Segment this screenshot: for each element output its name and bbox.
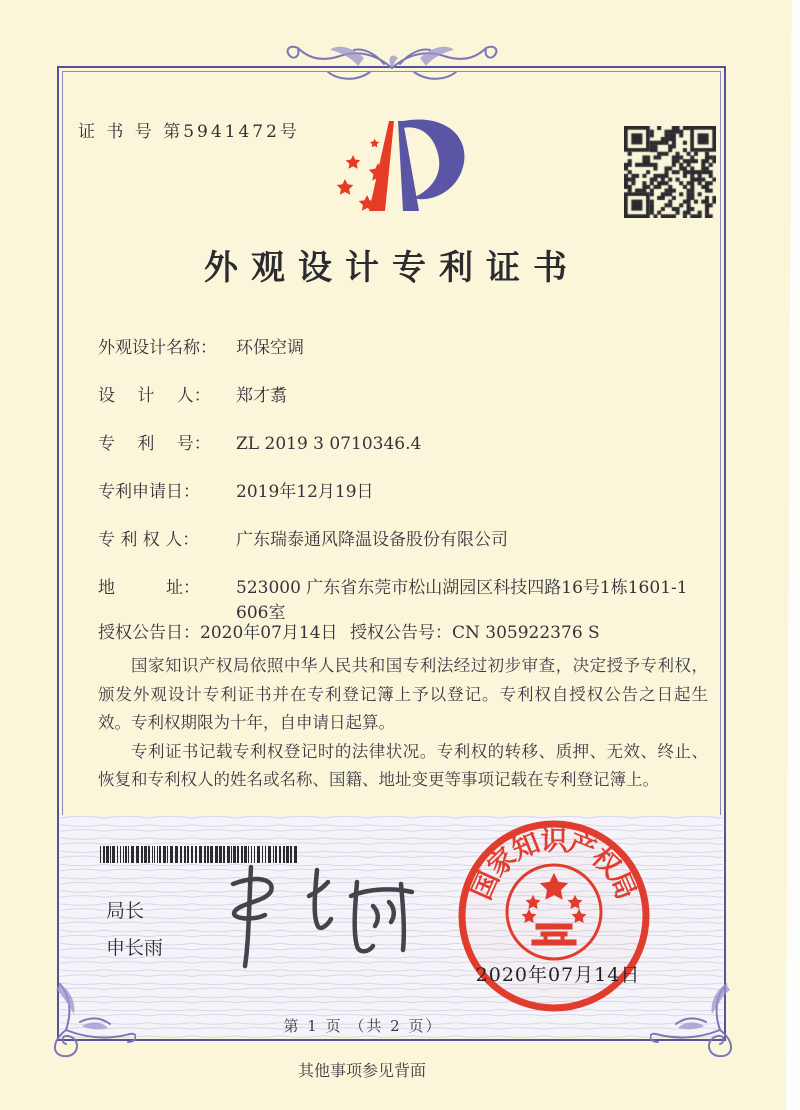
field-label: 专 利 权 人： (98, 530, 200, 550)
field-value: ZL 2019 3 0710346.4 (236, 434, 422, 454)
grant-row (98, 621, 718, 646)
field-label: 外观设计名称： (98, 338, 217, 358)
grant-number: CN 305922376 S (452, 623, 600, 643)
field-value: 环保空调 (236, 338, 304, 358)
svg-text:识: 识 (540, 826, 568, 857)
grant-date: 2020年07月14日 (200, 623, 338, 643)
grant-date-label: 授权公告日： (98, 623, 200, 643)
certificate-number: 证 书 号 第5941472号 (78, 122, 300, 142)
svg-text:权: 权 (585, 841, 627, 883)
field-label: 地 址： (98, 578, 200, 598)
field-value: 广东瑞泰通风降温设备股份有限公司 (236, 530, 508, 550)
svg-text:知: 知 (507, 827, 545, 867)
field-list (98, 336, 704, 649)
commissioner-block (106, 893, 163, 967)
field-row-patentee (98, 528, 704, 553)
svg-text:产: 产 (563, 827, 601, 867)
svg-text:局: 局 (602, 867, 642, 905)
field-row-filing-date (98, 480, 704, 505)
field-label: 专 利 号： (98, 434, 211, 454)
qr-code-icon (624, 126, 716, 218)
signature-icon (205, 862, 425, 972)
svg-text:国: 国 (466, 867, 506, 905)
official-seal-icon (448, 812, 660, 1024)
field-row-patent-number (98, 432, 704, 457)
field-row-designer (98, 384, 704, 409)
field-value: 2019年12月19日 (236, 482, 374, 502)
legal-paragraph-2: 专利证书记载专利权登记时的法律状况。专利权的转移、质押、无效、终止、恢复和专利权人的姓名或名称、国籍、地址变更等事项记载在专利登记簿上。 (98, 741, 708, 790)
field-row-design-name (98, 336, 704, 361)
barcode-icon (100, 846, 298, 863)
field-value: 523000 广东省东莞市松山湖园区科技四路16号1栋1601-1 606室 (236, 578, 688, 623)
field-row-address (98, 576, 704, 626)
seal-date: 2020年07月14日 (475, 964, 641, 986)
svg-text:家: 家 (481, 841, 523, 883)
top-flourish-icon (280, 40, 504, 96)
certificate-title: 外观设计专利证书 (204, 248, 580, 288)
field-label: 专利申请日： (98, 482, 200, 502)
legal-text (98, 652, 708, 795)
scan-edge-artifact (785, 0, 800, 1110)
field-value: 郑才翥 (236, 386, 287, 406)
commissioner-title: 局长 (106, 901, 145, 922)
field-label: 设 计 人： (98, 386, 211, 406)
back-side-note: 其他事项参见背面 (297, 1061, 426, 1080)
legal-paragraph-1: 国家知识产权局依照中华人民共和国专利法经过初步审查，决定授予专利权，颁发外观设计专利证书并在专利登记簿上予以登记。专利权自授权公告之日起生效。专利权期限为十年，自申请日起算。 (98, 656, 708, 733)
commissioner-name: 申长雨 (106, 938, 164, 959)
cnipa-logo-icon (325, 105, 495, 240)
grant-number-label: 授权公告号： (350, 623, 452, 643)
page-number: 第 1 页 （共 2 页） (283, 1017, 443, 1035)
